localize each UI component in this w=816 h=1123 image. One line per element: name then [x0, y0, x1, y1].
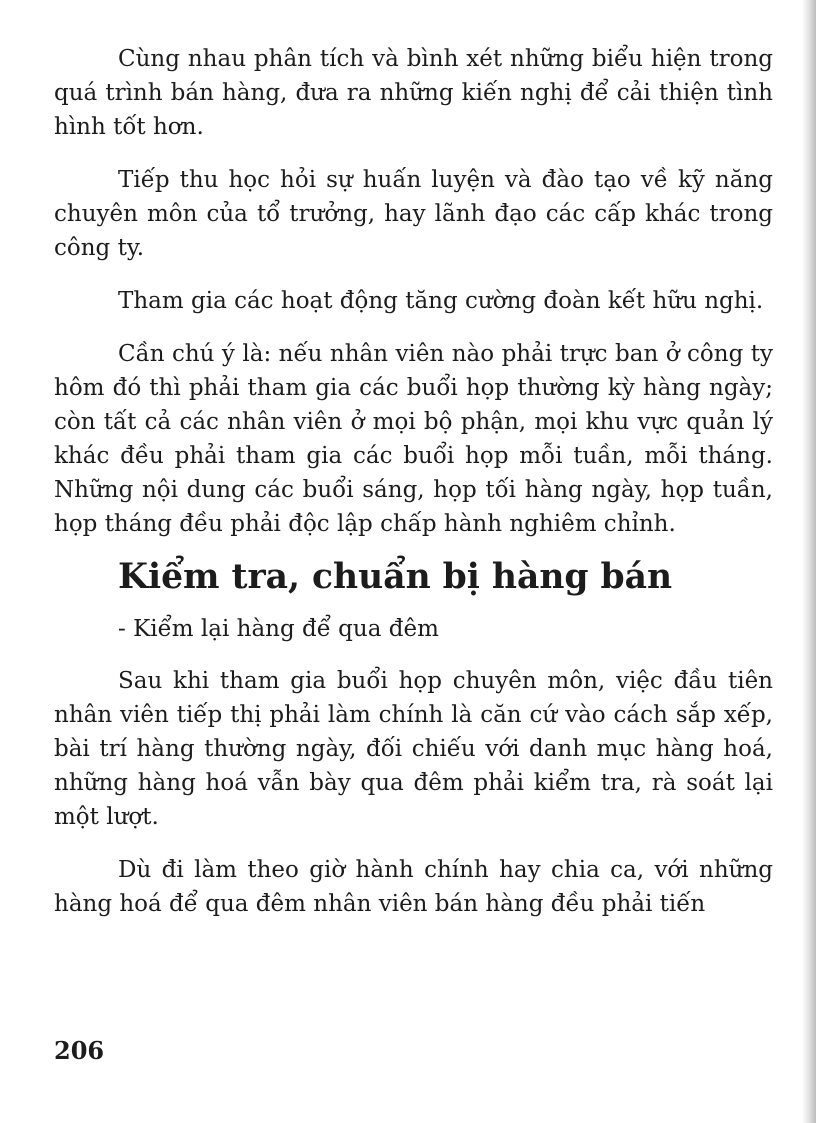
paragraph-shift-work: Dù đi làm theo giờ hành chính hay chia ca, với những hàng hoá để qua đêm nhân viên bán hàng đều phải tiến [54, 857, 773, 917]
page-number: 206 [54, 1036, 105, 1065]
section-subheading: - Kiểm lại hàng để qua đêm [118, 616, 439, 642]
paragraph-meeting-rules: Cần chú ý là: nếu nhân viên nào phải trực ban ở công ty hôm đó thì phải tham gia các buổi họp thường kỳ hàng ngày; còn tất cả các nhân viên ở mọi bộ phận, mọi khu vực quản lý khác đều phải tham gia các buổi họp mỗi tuần, mỗi tháng. Những nội dung các buổi sáng, họp tối hàng ngày, họp tuần, họp tháng đều phải độc lập chấp hành nghiêm chỉnh. [54, 341, 773, 537]
paragraph-overnight-check: Sau khi tham gia buổi họp chuyên môn, việc đầu tiên nhân viên tiếp thị phải làm chính là căn cứ vào cách sắp xếp, bài trí hàng thường ngày, đối chiếu với danh mục hàng hoá, những hàng hoá vẫn bày qua đêm phải kiểm tra, rà soát lại một lượt. [54, 668, 773, 830]
paragraph-evaluation: Cùng nhau phân tích và bình xét những biểu hiện trong quá trình bán hàng, đưa ra những kiến nghị để cải thiện tình hình tốt hơn. [54, 46, 773, 140]
paragraph-training: Tiếp thu học hỏi sự huấn luyện và đào tạo về kỹ năng chuyên môn của tổ trưởng, hay lãnh đạo các cấp khác trong công ty. [54, 167, 773, 261]
section-heading: Kiểm tra, chuẩn bị hàng bán [118, 557, 673, 597]
page-edge-shadow [802, 0, 816, 1123]
paragraph-solidarity: Tham gia các hoạt động tăng cường đoàn kết hữu nghị. [118, 288, 764, 314]
page-body [54, 42, 773, 940]
